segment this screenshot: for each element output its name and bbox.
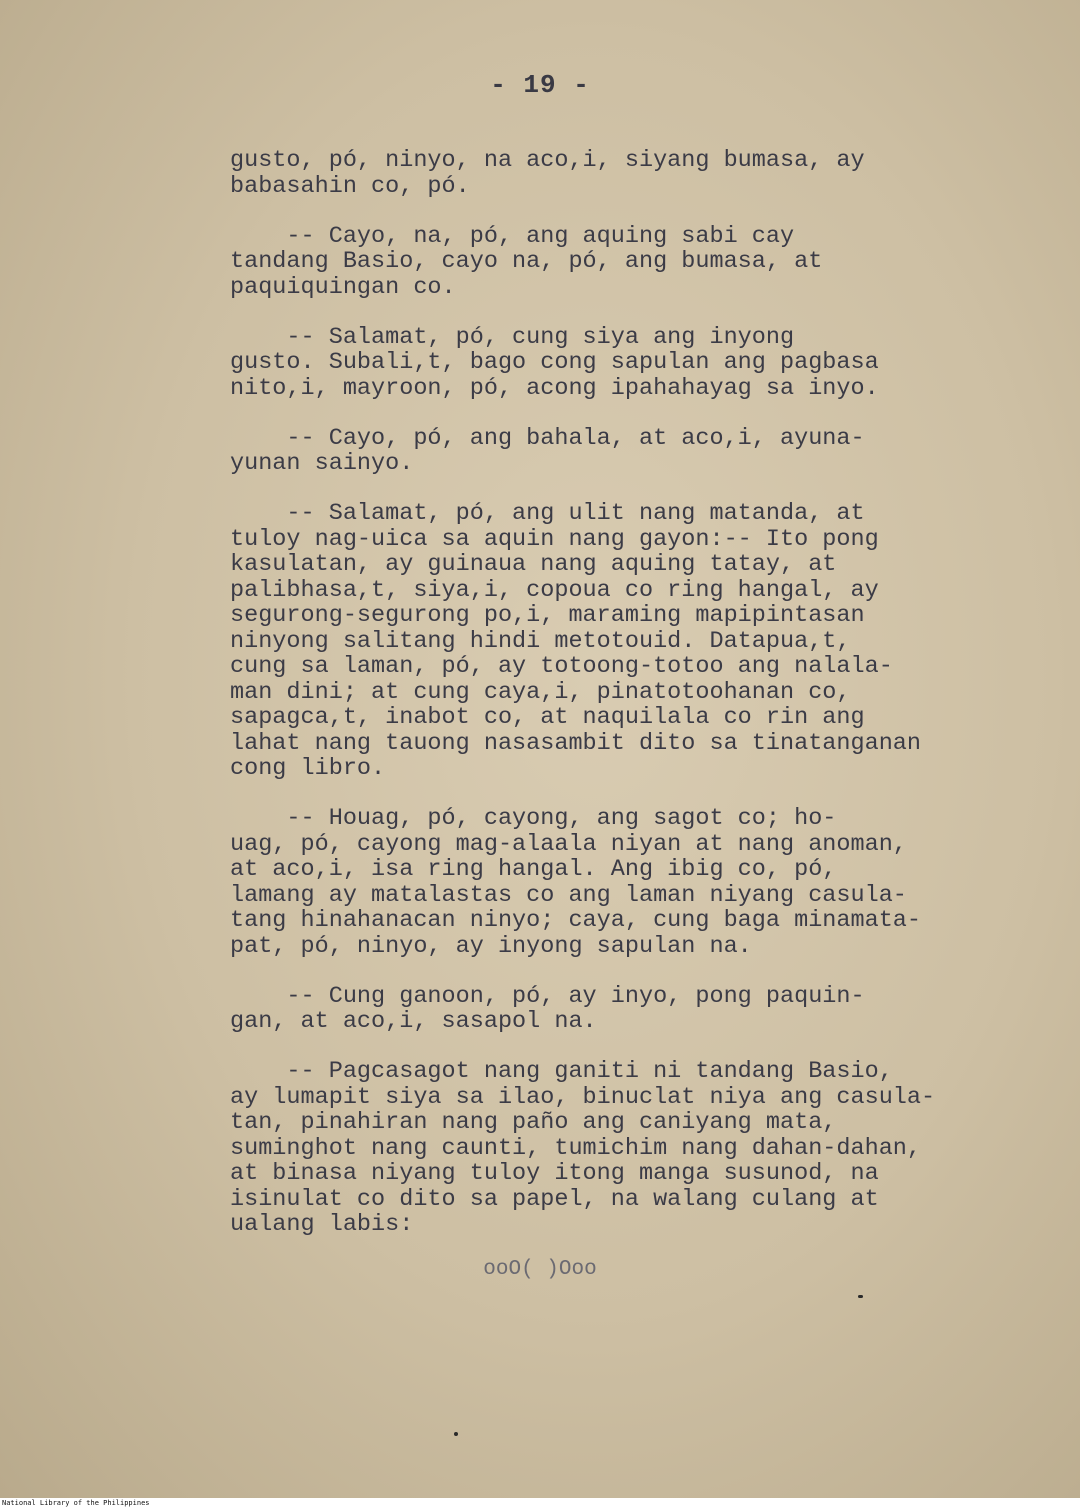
text-line: sapagca,t, inabot co, at naquilala co rin ang [230, 704, 865, 731]
text-line: -- Cayo, pó, ang bahala, at aco,i, ayuna- [230, 424, 865, 452]
paragraph [230, 806, 1010, 959]
text-line: tan, pinahiran nang paño ang caniyang mata, [230, 1109, 837, 1136]
text-line: nito,i, mayroon, pó, acong ipahahayag sa inyo. [230, 374, 879, 402]
text-line: ualang labis: [230, 1211, 414, 1238]
text-line: ninyong salitang hindi metotouid. Datapua,t, [230, 627, 851, 655]
text-line: tandang Basio, cayo na, pó, ang bumasa, at [230, 248, 823, 275]
paragraph [230, 148, 1010, 199]
text-line: cung sa laman, pó, ay totoong-totoo ang nalala- [230, 653, 893, 680]
library-credit: National Library of the Philippines [2, 1499, 150, 1507]
speck [454, 1432, 458, 1436]
paragraph [230, 984, 1010, 1035]
paragraph [230, 426, 1010, 477]
paragraph [230, 501, 1010, 782]
text-line: gan, at aco,i, sasapol na. [230, 1008, 597, 1035]
paragraph [230, 325, 1010, 402]
text-line: lahat nang tauong nasasambit dito sa tinatanganan [230, 729, 922, 757]
text-line: tuloy nag-uica sa aquin nang gayon:-- Ito pong [230, 525, 879, 553]
text-line: gusto. Subali,t, bago cong sapulan ang pagbasa [230, 349, 879, 376]
body-text [230, 148, 1010, 1262]
text-line: -- Cayo, na, pó, ang aquing sabi cay [230, 222, 795, 250]
text-line: segurong-segurong po,i, maraming mapipintasan [230, 602, 865, 629]
text-line: pat, pó, ninyo, ay inyong sapulan na. [230, 932, 752, 960]
paragraph [230, 224, 1010, 301]
text-line: babasahin co, pó. [230, 172, 470, 200]
text-line: paquiquingan co. [230, 273, 456, 301]
text-line: -- Salamat, pó, ang ulit nang matanda, at [230, 500, 865, 527]
page-number: - 19 - [490, 70, 590, 100]
text-line: tang hinahanacan ninyo; caya, cung baga minamata- [230, 907, 922, 934]
text-line: isinulat co dito sa papel, na walang culang at [230, 1185, 879, 1213]
text-line: at aco,i, isa ring hangal. Ang ibig co, pó, [230, 856, 837, 883]
text-line: at binasa niyang tuloy itong manga susunod, na [230, 1160, 879, 1187]
text-line: ay lumapit siya sa ilao, binuclat niya ang casula- [230, 1083, 936, 1111]
footer-strip [0, 1498, 1080, 1508]
text-line: man dini; at cung caya,i, pinatotoohanan co, [230, 678, 851, 706]
text-line: lamang ay matalastas co ang laman niyang casula- [230, 881, 907, 909]
text-line: cong libro. [230, 755, 386, 782]
text-line: gusto, pó, ninyo, na aco,i, siyang bumasa, ay [230, 147, 865, 174]
text-line: -- Salamat, pó, cung siya ang inyong [230, 323, 795, 351]
end-ornament: ooO( )Ooo [483, 1258, 597, 1281]
text-line: palibhasa,t, siya,i, copoua co ring hangal, ay [230, 576, 879, 604]
text-line: -- Pagcasagot nang ganiti ni tandang Basio, [230, 1058, 893, 1085]
text-line: suminghot nang caunti, tumichim nang dahan-dahan, [230, 1134, 922, 1162]
text-line: yunan sainyo. [230, 450, 414, 477]
text-line: -- Houag, pó, cayong, ang sagot co; ho- [230, 805, 837, 832]
speck [858, 1295, 863, 1298]
text-line: kasulatan, ay guinaua nang aquing tatay, at [230, 551, 837, 578]
text-line: -- Cung ganoon, pó, ay inyo, pong paquin- [230, 982, 865, 1010]
paragraph [230, 1059, 1010, 1238]
text-line: uag, pó, cayong mag-alaala niyan at nang anoman, [230, 830, 907, 858]
